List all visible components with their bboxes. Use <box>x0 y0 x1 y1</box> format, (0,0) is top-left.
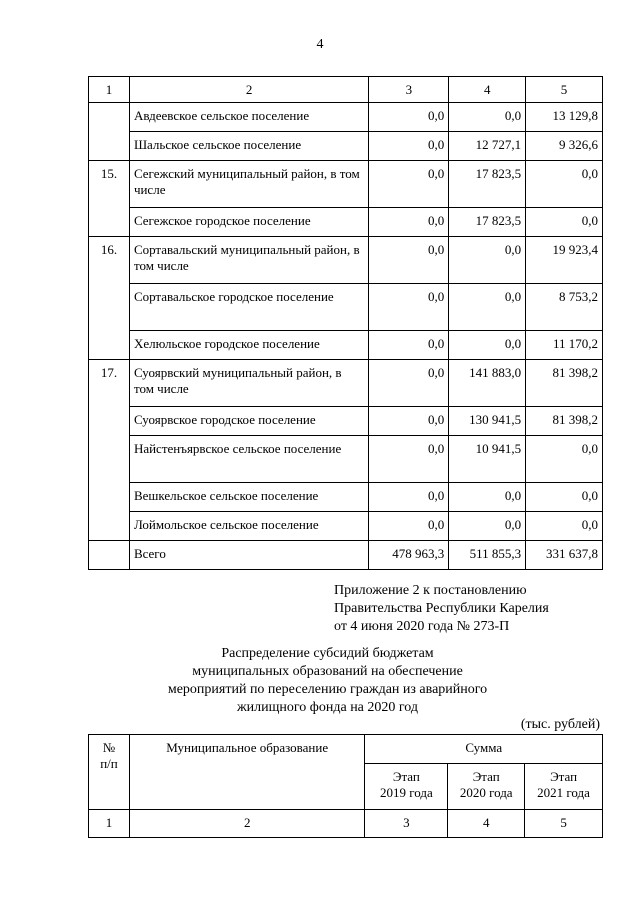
column-numbering-row <box>89 77 603 103</box>
appendix-line: Правительства Республики Карелия <box>334 601 549 616</box>
numbering-cell: 3 <box>365 810 448 838</box>
stage-line: Этап <box>472 769 500 784</box>
numbering-cell: 1 <box>89 810 130 838</box>
municipality-name: Всего <box>129 541 368 570</box>
municipality-name: Сегежский муниципальный район, в том числе <box>129 161 368 208</box>
title-line: муниципальных образований на обеспечение <box>192 664 463 679</box>
table-row <box>89 483 603 512</box>
value-stage-3: 0,0 <box>526 161 603 208</box>
column-numbering-row <box>89 810 603 838</box>
value-stage-3: 19 923,4 <box>526 237 603 284</box>
units-label: (тыс. рублей) <box>520 717 600 732</box>
header-cell: 1 <box>89 77 130 103</box>
table-row <box>89 284 603 331</box>
table-row <box>89 237 603 284</box>
value-stage-1: 0,0 <box>369 331 449 360</box>
header-cell: 5 <box>526 77 603 103</box>
table-row <box>89 161 603 208</box>
value-stage-1: 0,0 <box>369 436 449 483</box>
appendix-line: Приложение 2 к постановлению <box>334 583 527 598</box>
row-number <box>89 103 130 161</box>
value-stage-1: 0,0 <box>369 284 449 331</box>
table-row <box>89 512 603 541</box>
stage-line: 2021 года <box>537 785 590 800</box>
header-number-line: № <box>102 740 116 755</box>
row-number: 16. <box>89 237 130 360</box>
table-row <box>89 103 603 132</box>
value-stage-2: 130 941,5 <box>449 407 526 436</box>
value-stage-3: 11 170,2 <box>526 331 603 360</box>
municipality-name: Сортавальский муниципальный район, в том числе <box>129 237 368 284</box>
numbering-cell: 2 <box>129 810 365 838</box>
row-number: 15. <box>89 161 130 237</box>
municipality-name: Лоймольское сельское поселение <box>129 512 368 541</box>
value-stage-2: 0,0 <box>449 512 526 541</box>
header-cell: 3 <box>369 77 449 103</box>
header-number <box>89 735 130 810</box>
numbering-cell: 4 <box>448 810 525 838</box>
stage-line: Этап <box>392 769 420 784</box>
table-row <box>89 360 603 407</box>
header-cell: 2 <box>129 77 368 103</box>
numbering-cell: 5 <box>525 810 603 838</box>
stage-line: Этап <box>550 769 578 784</box>
value-stage-1: 478 963,3 <box>369 541 449 570</box>
value-stage-2: 0,0 <box>449 483 526 512</box>
title-line: Распределение субсидий бюджетам <box>221 646 434 661</box>
title-line: жилищного фонда на 2020 год <box>236 700 419 715</box>
row-number: 17. <box>89 360 130 541</box>
table-row <box>89 132 603 161</box>
value-stage-3: 13 129,8 <box>526 103 603 132</box>
municipality-name: Суоярвский муниципальный район, в том числе <box>129 360 368 407</box>
value-stage-3: 81 398,2 <box>526 360 603 407</box>
value-stage-1: 0,0 <box>369 237 449 284</box>
header-stage-2019 <box>365 764 448 810</box>
municipality-name: Авдеевское сельское поселение <box>129 103 368 132</box>
value-stage-3: 0,0 <box>526 512 603 541</box>
header-stage-2021 <box>525 764 603 810</box>
value-stage-3: 8 753,2 <box>526 284 603 331</box>
value-stage-2: 0,0 <box>449 284 526 331</box>
header-municipality: Муниципальное образование <box>129 735 365 810</box>
header-stage-2020 <box>448 764 525 810</box>
value-stage-3: 0,0 <box>526 436 603 483</box>
value-stage-1: 0,0 <box>369 132 449 161</box>
subsidy-distribution-table <box>88 734 603 838</box>
value-stage-3: 81 398,2 <box>526 407 603 436</box>
value-stage-1: 0,0 <box>369 407 449 436</box>
value-stage-2: 0,0 <box>449 237 526 284</box>
table-row <box>89 208 603 237</box>
header-cell: 4 <box>449 77 526 103</box>
value-stage-1: 0,0 <box>369 161 449 208</box>
value-stage-2: 0,0 <box>449 103 526 132</box>
value-stage-1: 0,0 <box>369 208 449 237</box>
value-stage-2: 17 823,5 <box>449 161 526 208</box>
table-row <box>89 407 603 436</box>
title-line: мероприятий по переселению граждан из аварийного <box>167 682 488 697</box>
table-row <box>89 436 603 483</box>
municipality-name: Сортавальское городское поселение <box>129 284 368 331</box>
value-stage-2: 12 727,1 <box>449 132 526 161</box>
municipality-name: Найстенъярвское сельское поселение <box>129 436 368 483</box>
table-row <box>89 541 603 570</box>
municipality-name: Сегежское городское поселение <box>129 208 368 237</box>
municipality-name: Шальское сельское поселение <box>129 132 368 161</box>
appendix-line: от 4 июня 2020 года № 273-П <box>334 619 510 634</box>
municipality-name: Суоярвское городское поселение <box>129 407 368 436</box>
header-row <box>89 735 603 764</box>
value-stage-3: 0,0 <box>526 483 603 512</box>
value-stage-2: 10 941,5 <box>449 436 526 483</box>
row-number <box>89 541 130 570</box>
table-row <box>89 331 603 360</box>
value-stage-1: 0,0 <box>369 360 449 407</box>
value-stage-3: 331 637,8 <box>526 541 603 570</box>
appendix-note <box>334 582 624 636</box>
value-stage-1: 0,0 <box>369 512 449 541</box>
header-sum: Сумма <box>365 735 603 764</box>
document-title <box>150 645 505 717</box>
stage-line: 2020 года <box>459 785 513 800</box>
header-number-line: п/п <box>100 756 118 771</box>
subsidy-table-continued <box>88 76 603 570</box>
page-number: 4 <box>316 37 324 52</box>
value-stage-2: 0,0 <box>449 331 526 360</box>
value-stage-2: 17 823,5 <box>449 208 526 237</box>
municipality-name: Хелюльское городское поселение <box>129 331 368 360</box>
stage-line: 2019 года <box>379 785 433 800</box>
value-stage-3: 0,0 <box>526 208 603 237</box>
value-stage-1: 0,0 <box>369 103 449 132</box>
value-stage-1: 0,0 <box>369 483 449 512</box>
value-stage-2: 511 855,3 <box>449 541 526 570</box>
value-stage-2: 141 883,0 <box>449 360 526 407</box>
value-stage-3: 9 326,6 <box>526 132 603 161</box>
municipality-name: Вешкельское сельское поселение <box>129 483 368 512</box>
